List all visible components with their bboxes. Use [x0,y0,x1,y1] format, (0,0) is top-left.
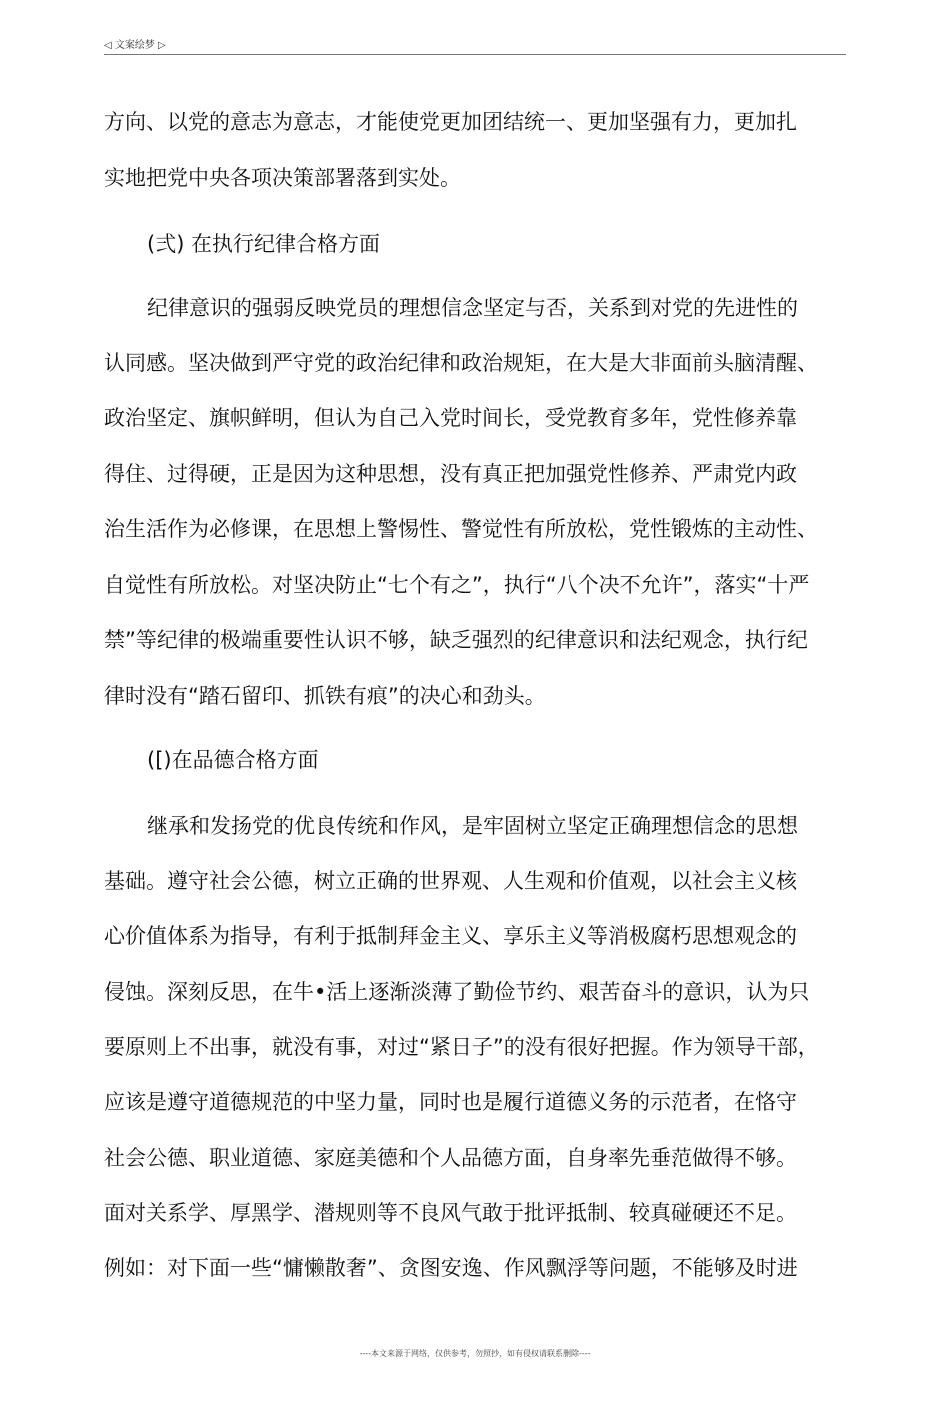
body-line: 政治坚定、旗帜鲜明，但认为自己入党时间长，受党教育多年，党性修养靠 [104,406,797,430]
body-line: 侵蚀。深刻反思，在牛•活上逐渐淡薄了勤俭节约、艰苦奋斗的意识，认为只 [104,980,810,1004]
header-divider [104,54,846,55]
page-footer: ----本文来源于网络，仅供参考，勿照抄，如有侵权请联系删除---- [359,1349,591,1358]
body-line: 例如：对下面一些“慵懒散奢”、贪图安逸、作风飘浮等问题，不能够及时进 [104,1256,798,1280]
body-line: 实地把党中央各项决策部署落到实处。 [104,166,461,190]
body-line: 面对关系学、厚黑学、潜规则等不良风气敢于批评抵制、较真碰硬还不足。 [104,1201,797,1225]
body-line: 自觉性有所放松。对坚决防止“七个有之”，执行“八个决不允许”，落实“十严 [104,573,810,597]
body-line: 认同感。坚决做到严守党的政治纪律和政治规矩，在大是大非面前头脑清醒、 [104,351,818,375]
page-header: ◁ 文案绘梦 ▷ [104,40,166,51]
body-line: 纪律意识的强弱反映党员的理想信念坚定与否，关系到对党的先进性的 [147,296,798,320]
body-line: 心价值体系为指导，有利于抵制拜金主义、享乐主义等消极腐朽思想观念的 [104,924,797,948]
body-line: 应该是遵守道德规范的中坚力量，同时也是履行道德义务的示范者，在恪守 [104,1090,797,1114]
body-line: 要原则上不出事，就没有事，对过“紧日子”的没有很好把握。作为领导干部， [104,1035,819,1059]
section-heading: ([)在品德合格方面 [147,748,319,772]
section-heading: (弍) 在执行纪律合格方面 [147,232,381,256]
body-line: 得住、过得硬，正是因为这种思想，没有真正把加强党性修养、严肃党内政 [104,462,797,486]
body-line: 治生活作为必修课，在思想上警惕性、警觉性有所放松，党性锻炼的主动性、 [104,517,818,541]
body-line: 方向、以党的意志为意志，才能使党更加团结统一、更加坚强有力，更加扎 [104,110,797,134]
body-line: 社会公德、职业道德、家庭美德和个人品德方面，自身率先垂范做得不够。 [104,1146,797,1170]
body-line: 律时没有“踏石留印、抓铁有痕”的决心和劲头。 [104,684,546,708]
body-line: 继承和发扬党的优良传统和作风，是牢固树立坚定正确理想信念的思想 [147,814,798,838]
body-line: 基础。遵守社会公德，树立正确的世界观、人生观和价值观，以社会主义核 [104,869,797,893]
body-line: 禁”等纪律的极端重要性认识不够，缺乏强烈的纪律意识和法纪观念，执行纪 [104,628,808,652]
